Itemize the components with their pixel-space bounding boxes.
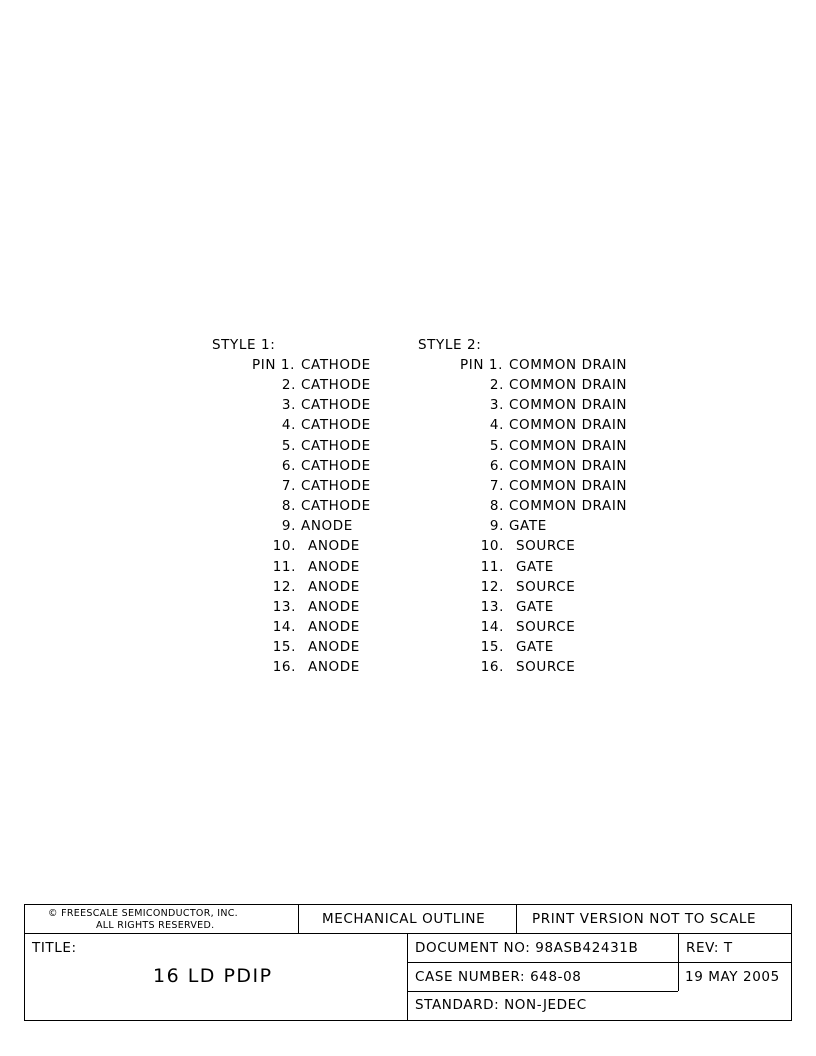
pin-function: COMMON DRAIN [509, 498, 628, 515]
pin-number: 9. [489, 518, 504, 535]
pin-number: 16. [480, 659, 504, 676]
pin-function: ANODE [308, 558, 360, 575]
case-number: CASE NUMBER: 648-08 [415, 969, 582, 985]
pin-function: CATHODE [301, 498, 371, 515]
mechanical-outline-label: MECHANICAL OUTLINE [322, 911, 486, 927]
title-block-divider [407, 962, 792, 963]
pin-function: COMMON DRAIN [509, 377, 628, 394]
pin-number: 13. [272, 598, 296, 615]
pin-number: PIN 1. [460, 357, 503, 373]
pin-number: 8. [489, 498, 504, 515]
pin-function: CATHODE [301, 437, 371, 454]
pin-function: CATHODE [301, 357, 371, 373]
title-block-divider [298, 904, 299, 933]
title-block-divider [407, 991, 678, 992]
pin-function: CATHODE [301, 477, 371, 494]
pin-number: 15. [480, 639, 504, 656]
copyright-line-2: ALL RIGHTS RESERVED. [96, 920, 215, 931]
pin-function: GATE [516, 558, 554, 575]
pin-function: ANODE [308, 538, 360, 555]
pin-number: 9. [281, 518, 296, 535]
title-label: TITLE: [32, 940, 77, 956]
pin-function: COMMON DRAIN [509, 357, 628, 373]
pin-number: 11. [480, 558, 504, 575]
pin-number: 6. [489, 457, 504, 474]
pin-number: 15. [272, 639, 296, 656]
pin-number: 10. [272, 538, 296, 555]
pin-function: COMMON DRAIN [509, 457, 628, 474]
pin-number: 14. [480, 618, 504, 635]
pin-number: 16. [272, 659, 296, 676]
pin-number: 14. [272, 618, 296, 635]
pin-number: 3. [489, 397, 504, 414]
revision-date: 19 MAY 2005 [685, 969, 780, 985]
document-number: DOCUMENT NO: 98ASB42431B [415, 940, 639, 956]
pin-number: 7. [489, 477, 504, 494]
revision: REV: T [686, 940, 733, 956]
pin-number: 5. [281, 437, 296, 454]
pin-number: PIN 1. [252, 357, 295, 373]
pin-function: COMMON DRAIN [509, 397, 628, 414]
pin-function: SOURCE [516, 659, 576, 676]
pin-number: 7. [281, 477, 296, 494]
pin-function: ANODE [308, 639, 360, 656]
pin-number: 12. [272, 578, 296, 595]
title-block-divider [678, 933, 679, 991]
pin-function: SOURCE [516, 618, 576, 635]
pin-number: 2. [489, 377, 504, 394]
title-block-divider [407, 933, 408, 1021]
pin-function: CATHODE [301, 457, 371, 474]
standard: STANDARD: NON-JEDEC [415, 997, 587, 1013]
pin-function: CATHODE [301, 417, 371, 434]
style1-heading: STYLE 1: [212, 337, 276, 353]
pin-number: 6. [281, 457, 296, 474]
pin-number: 11. [272, 558, 296, 575]
pin-function: COMMON DRAIN [509, 417, 628, 434]
pin-function: CATHODE [301, 397, 371, 414]
pin-function: COMMON DRAIN [509, 477, 628, 494]
pin-number: 12. [480, 578, 504, 595]
title-block-divider [24, 933, 792, 934]
pin-function: GATE [516, 598, 554, 615]
pin-number: 3. [281, 397, 296, 414]
package-title: 16 LD PDIP [153, 965, 273, 987]
pin-number: 13. [480, 598, 504, 615]
pin-number: 4. [489, 417, 504, 434]
style2-heading: STYLE 2: [418, 337, 482, 353]
pin-function: ANODE [308, 578, 360, 595]
print-version-note: PRINT VERSION NOT TO SCALE [532, 911, 757, 927]
pin-number: 4. [281, 417, 296, 434]
pin-function: SOURCE [516, 538, 576, 555]
copyright-line-1: © FREESCALE SEMICONDUCTOR, INC. [48, 908, 238, 919]
pin-function: CATHODE [301, 377, 371, 394]
pin-function: ANODE [308, 598, 360, 615]
pin-function: ANODE [308, 618, 360, 635]
pin-function: ANODE [308, 659, 360, 676]
pin-number: 5. [489, 437, 504, 454]
pin-function: SOURCE [516, 578, 576, 595]
title-block-divider [516, 904, 517, 933]
pin-function: GATE [509, 518, 547, 535]
pin-number: 8. [281, 498, 296, 515]
pin-function: COMMON DRAIN [509, 437, 628, 454]
pin-number: 2. [281, 377, 296, 394]
pin-number: 10. [480, 538, 504, 555]
pin-function: ANODE [301, 518, 353, 535]
pin-function: GATE [516, 639, 554, 656]
